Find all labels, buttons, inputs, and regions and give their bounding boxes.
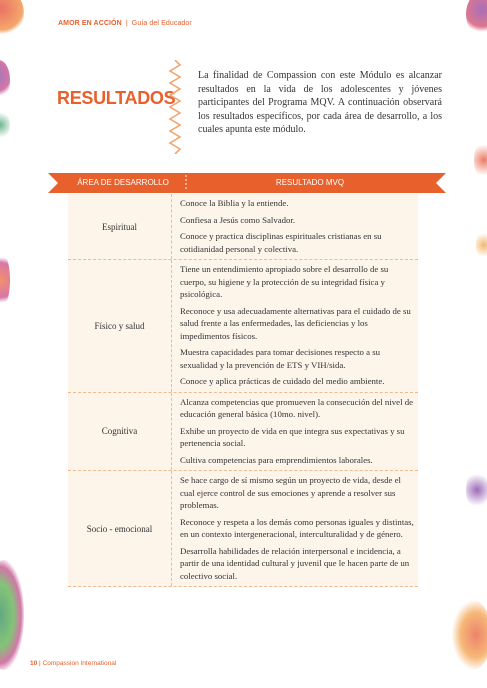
page-footer (30, 660, 116, 667)
decor-splash-left-2 (0, 110, 10, 140)
header-subtitle: Guía del Educador (131, 20, 192, 27)
decor-splash-left-1 (0, 60, 10, 100)
decor-splash-left-3 (0, 250, 10, 310)
area-cell: Cognitiva (68, 393, 172, 471)
result-item: Conoce la Biblia y la entiende. (180, 198, 289, 208)
running-header (58, 20, 192, 27)
header-separator: | (125, 20, 128, 27)
decor-splash-bottom-right (452, 600, 487, 670)
header-brand: AMOR EN ACCIÓN (58, 20, 122, 27)
section-title: RESULTADOS (57, 88, 176, 108)
page-number: 10 (30, 660, 38, 667)
result-item: Confiesa a Jesús como Salvador. (180, 214, 296, 225)
result-item: Muestra capacidades para tomar decisiones respecto a su sexualidad y la prevención de ETS y VIH/sida. (180, 347, 381, 370)
decor-splash-bottom-right-2 (466, 470, 487, 510)
column-header-result: RESULTADO MVQ (275, 178, 345, 187)
table-header (48, 173, 446, 193)
result-item: Conoce y practica disciplinas espirituales cristianas en su cotidianidad personal y colectiva. (180, 231, 382, 254)
result-item: Se hace cargo de sí mismo según un proyecto de vida, desde el cual ejerce control de sus emociones y aprende a resolver sus problemas. (180, 475, 401, 510)
decor-splash-top-left (0, 0, 24, 36)
decor-splash-right-1 (474, 140, 487, 180)
results-cell (172, 194, 418, 259)
result-item: Exhibe un proyecto de vida en que integra sus expectativas y su pertenencia social. (180, 425, 405, 448)
decor-zigzag (168, 60, 182, 154)
footer-separator: | (39, 660, 41, 667)
area-cell: Socio - emocional (68, 471, 172, 586)
results-cell (172, 260, 418, 392)
decor-splash-right-2 (476, 230, 487, 260)
result-item: Cultiva competencias para emprendimientos laborales. (180, 454, 373, 465)
result-item: Conoce y aplica prácticas de cuidado del medio ambiente. (180, 376, 385, 386)
result-item: Reconoce y usa adecuadamente alternativas para el cuidado de su salud frente a las enfermedades, las deficiencias y los impedimentos físicos. (180, 305, 411, 341)
area-cell: Físico y salud (68, 260, 172, 392)
area-cell: Espiritual (68, 194, 172, 259)
footer-org: Compassion International (42, 660, 117, 667)
result-item: Desarrolla habilidades de relación interpersonal e incidencia, a partir de una identidad cultural y juvenil que le hacen parte de un colectivo social. (180, 545, 410, 581)
results-cell (172, 471, 418, 586)
result-item: Tiene un entendimiento apropiado sobre el desarrollo de su cuerpo, su higiene y la protección de su integridad física y psicológica. (180, 264, 389, 299)
intro-paragraph: La finalidad de Compassion con este Módulo es alcanzar resultados en la vida de los adolescentes y jóvenes participantes del Programa MQV. A continuación observará los resultados específicos, por cada área de desarrollo, a los cuales apunta este módulo. (198, 70, 442, 136)
column-header-area: ÁREA DE DESARROLLO (77, 178, 169, 187)
decor-splash-top-right (466, 0, 487, 36)
table-row (68, 393, 418, 472)
table-row (68, 194, 418, 260)
table-row (68, 260, 418, 393)
results-cell (172, 393, 418, 471)
result-item: Alcanza competencias que promueven la consecución del nivel de educación general básica (10mo. nivel). (180, 396, 414, 419)
result-item: Reconoce y respeta a los demás como personas iguales y distintas, en un contexto intergeneracional, interculturalidad y de género. (180, 516, 414, 539)
table-row (68, 471, 418, 587)
results-table (68, 194, 418, 587)
decor-splash-bottom-left (0, 560, 24, 670)
